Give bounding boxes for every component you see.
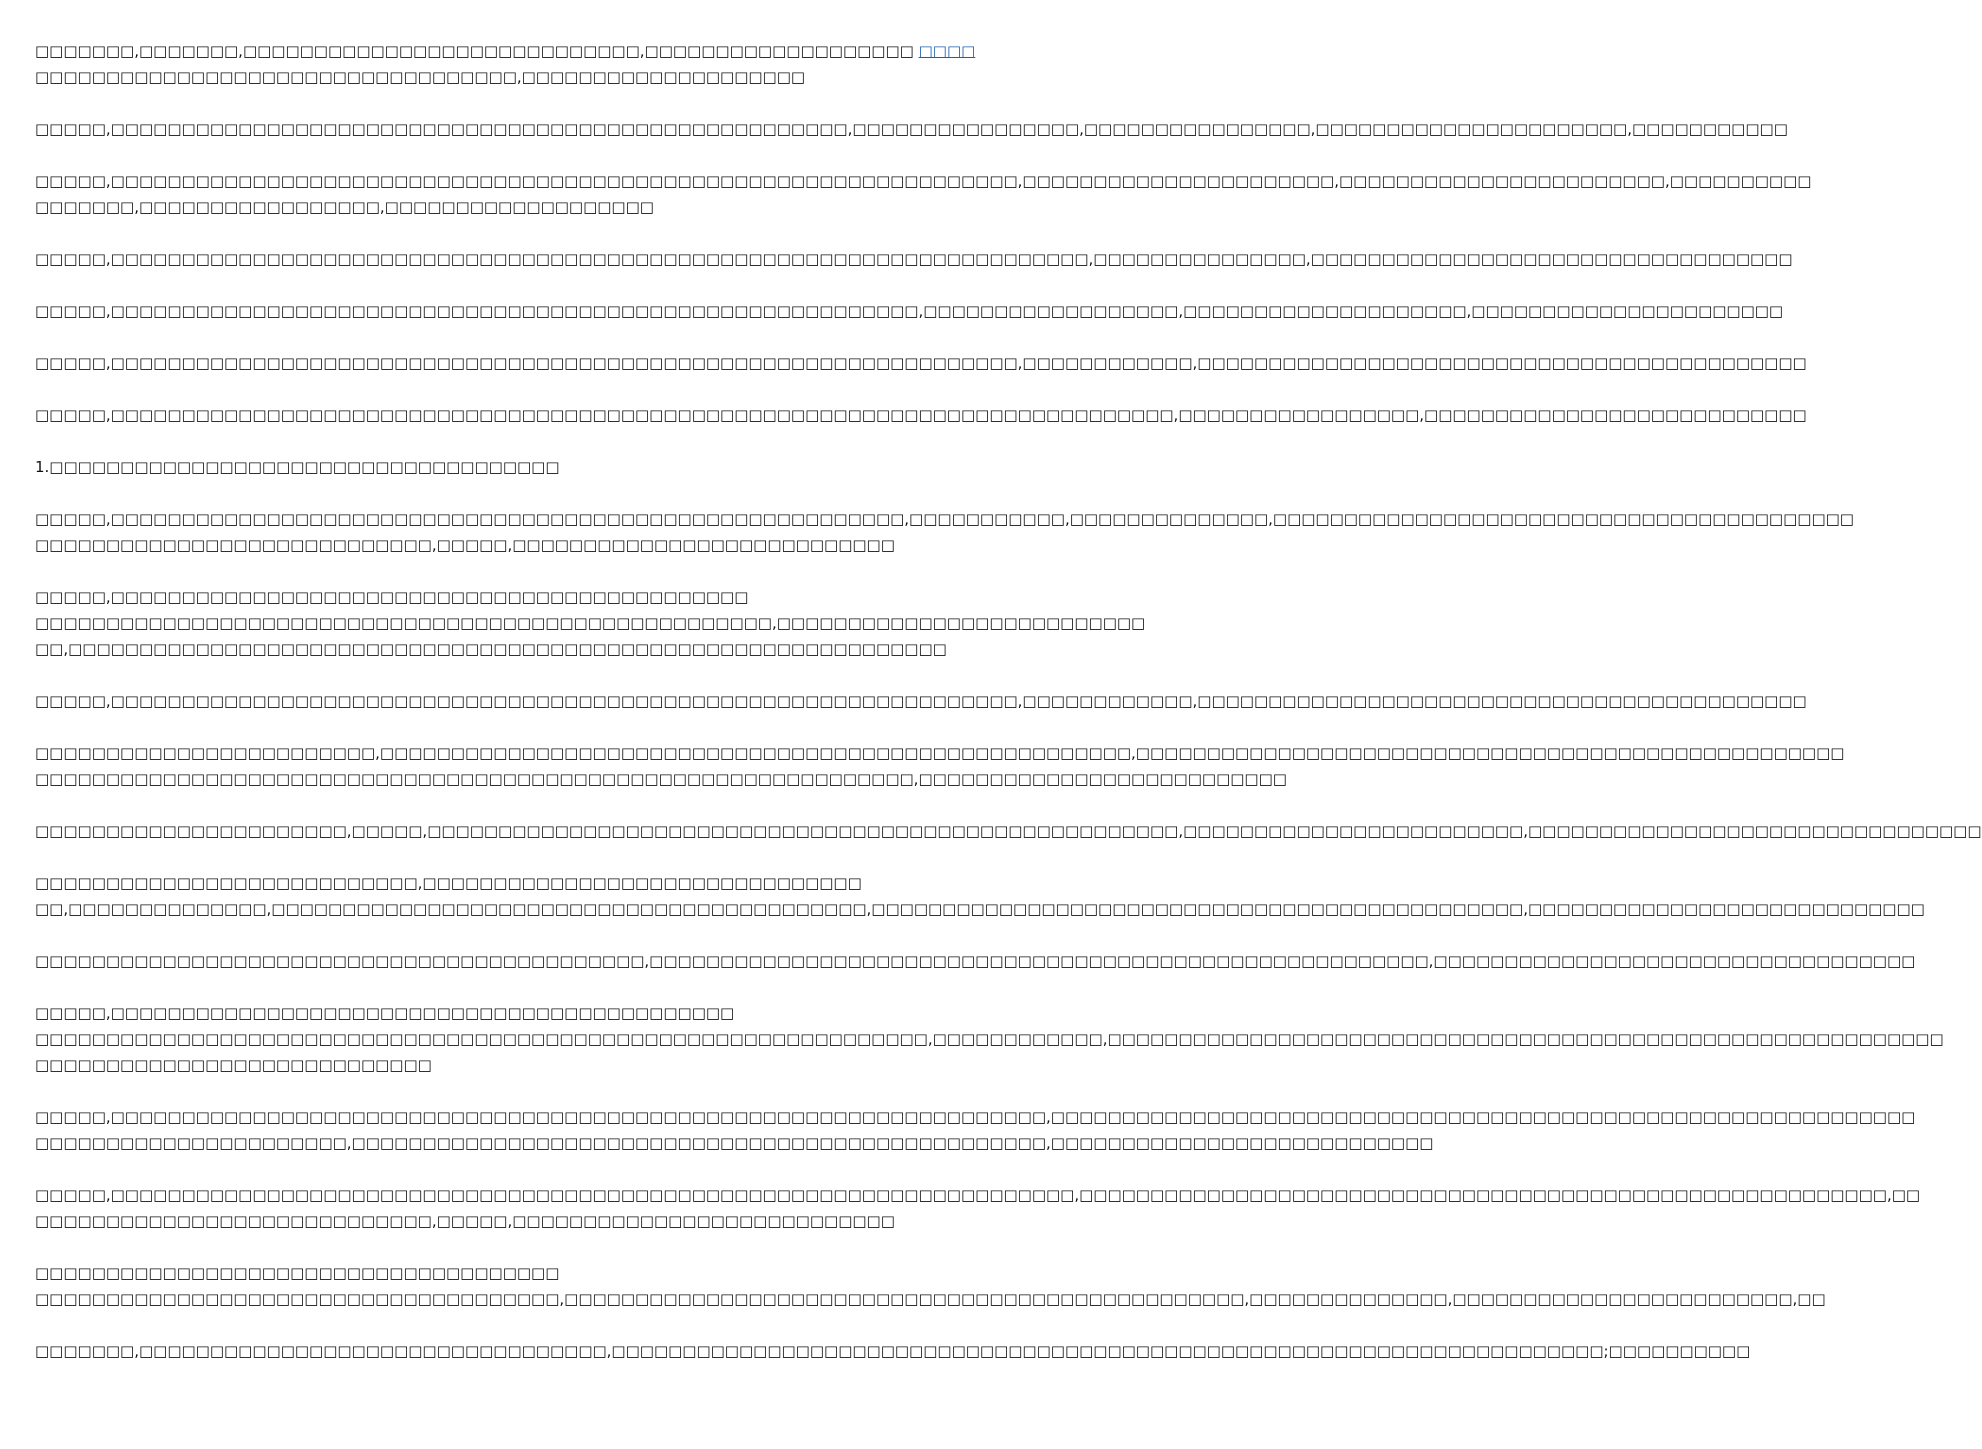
text-line: 1.□□□□□□□□□□□□□□□□□□□□□□□□□□□□□□□□□□□□ — [35, 458, 560, 476]
text-line: □□□□□□□□□□□□□□□□□□□□□□,□□□□□□□□□□□□□□□□□□□□□□□□□□□□□□□□□□□□□□□□□□□□□□□□□,□□□□□□□□□□□□□□□□□□□□□□□□□□□ — [35, 1134, 1434, 1152]
paragraph-18 — [35, 1182, 1921, 1234]
paragraph-2 — [35, 116, 1788, 142]
text-line: □□□□□,□□□□□□□□□□□□□□□□□□□□□□□□□□□□□□□□□□□□□□□□□□□□□□□□□□□□□□□□□□□□□□□□□□□□,□□□□□□□□□□□□□□□□□□□□□□□□□□□□□□□□□□□□□□□□□□□□□□□□□□□□□□□□□,□□ — [35, 1186, 1921, 1204]
text-line: □□□□□□□□□□□□□□□□□□□□□□□□□□□□□□□□□□□□□□□□□□□□□□□□□□□□,□□□□□□□□□□□□□□□□□□□□□□□□□□ — [35, 614, 1146, 632]
paragraph-1 — [35, 38, 990, 90]
text-line: □□□□□,□□□□□□□□□□□□□□□□□□□□□□□□□□□□□□□□□□□□□□□□□□□□□□□□□□□□□□□□,□□□□□□□□□□□,□□□□□□□□□□□□□□,□□□□□□□□□□□□□□□□□□□□□□□□□□□□□□□□□□□□□□□□□ — [35, 510, 1854, 528]
paragraph-4 — [35, 246, 1793, 272]
text-line: □□□□□□□,□□□□□□□□□□□□□□□□□,□□□□□□□□□□□□□□□□□□□ — [35, 198, 654, 216]
text-line: □□□□□□□□□□□□□□□□□□□□□□,□□□□□,□□□□□□□□□□□□□□□□□□□□□□□□□□□□□□□□□□□□□□□□□□□□□□□□□□□□□,□□□□□□□□□□□□□□□□□□□□□□□□,□□□□□□□□□□□□□□□□□□□□□□□□□□□□□□□□ — [35, 822, 1982, 840]
text-line: □□□□□□□□□□□□□□□□□□□□□□□□□□□□ — [35, 1056, 432, 1074]
text-line: □□□□□□□□□□□□□□□□□□□□□□□□□□□□□□□□□□,□□□□□□□□□□□□□□□□□□□□ — [35, 68, 806, 86]
paragraph-6 — [35, 350, 1807, 376]
text-line: □□□□□,□□□□□□□□□□□□□□□□□□□□□□□□□□□□□□□□□□□□□□□□□□□□□□□□□□□□□□□□□□□□□□□□,□□□□□□□□□□□□□□□□□□□□□□,□□□□□□□□□□□□□□□□□□□□□□□,□□□□□□□□□□ — [35, 172, 1812, 190]
paragraph-3 — [35, 168, 1812, 220]
section-heading — [35, 454, 990, 480]
text-line: □□□□□□□□□□□□□□□□□□□□□□□□□□□,□□□□□□□□□□□□□□□□□□□□□□□□□□□□□□□ — [35, 874, 862, 892]
text-line: □□□□□,□□□□□□□□□□□□□□□□□□□□□□□□□□□□□□□□□□□□□□□□□□□□□□□□□□□□□□□□□□□□□□□□□□,□□□□□□□□□□□□□□□□□□□□□□□□□□□□□□□□□□□□□□□□□□□□□□□□□□□□□□□□□□□□□ — [35, 1108, 1916, 1126]
paragraph-15 — [35, 948, 1916, 974]
text-line-content: □□□□□□□,□□□□□□□,□□□□□□□□□□□□□□□□□□□□□□□□□□□□,□□□□□□□□□□□□□□□□□□□ — [35, 42, 914, 60]
text-line: □□□□□□□□□□□□□□□□□□□□□□□□□□□□□□□□□□□□□,□□□□□□□□□□□□□□□□□□□□□□□□□□□□□□□□□□□□□□□□□□□□□□□□,□□□□□□□□□□□□□□,□□□□□□□□□□□□□□□□□□□□□□□□,□□ — [35, 1290, 1826, 1308]
text-line: □□□□□,□□□□□□□□□□□□□□□□□□□□□□□□□□□□□□□□□□□□□□□□□□□□□□□□□□□□□□□□□□□□□□□□□□□□□,□□□□□□□□□□□□□□□,□□□□□□□□□□□□□□□□□□□□□□□□□□□□□□□□□□ — [35, 250, 1793, 268]
paragraph-12 — [35, 740, 1845, 792]
text-line: □□□□□□□,□□□□□□□□□□□□□□□□□□□□□□□□□□□□□□□□□,□□□□□□□□□□□□□□□□□□□□□□□□□□□□□□□□□□□□□□□□□□□□□□□□□□□□□□□□□□□□□□□□□□□□□□;□□□□□□□□□□ — [35, 1342, 1751, 1360]
text-line: □□□□□,□□□□□□□□□□□□□□□□□□□□□□□□□□□□□□□□□□□□□□□□□□□□□□□□□□□□□□□□□,□□□□□□□□□□□□□□□□□□,□□□□□□□□□□□□□□□□□□□□,□□□□□□□□□□□□□□□□□□□□□□ — [35, 302, 1784, 320]
text-line: □□,□□□□□□□□□□□□□□□□□□□□□□□□□□□□□□□□□□□□□□□□□□□□□□□□□□□□□□□□□□□□□□ — [35, 640, 947, 658]
text-line: □□□□□□□□□□□□□□□□□□□□□□□□,□□□□□□□□□□□□□□□□□□□□□□□□□□□□□□□□□□□□□□□□□□□□□□□□□□□□□,□□□□□□□□□□□□□□□□□□□□□□□□□□□□□□□□□□□□□□□□□□□□□□□□□□ — [35, 744, 1845, 762]
text-line: □□□□□□□□□□□□□□□□□□□□□□□□□□□□□□□□□□□□□□□□□□□,□□□□□□□□□□□□□□□□□□□□□□□□□□□□□□□□□□□□□□□□□□□□□□□□□□□□□□□,□□□□□□□□□□□□□□□□□□□□□□□□□□□□□□□□□□ — [35, 952, 1916, 970]
text-line: □□□□□□□□□□□□□□□□□□□□□□□□□□□□□□□□□□□□□□□□□□□□□□□□□□□□□□□□□□□□□□□,□□□□□□□□□□□□,□□□□□□□□□□□□□□□□□□□□□□□□□□□□□□□□□□□□□□□□□□□□□□□□□□□□□□□□□□□ — [35, 1030, 1944, 1048]
text-line: □□□□□□□□□□□□□□□□□□□□□□□□□□□□□□□□□□□□□□□□□□□□□□□□□□□□□□□□□□□□□□,□□□□□□□□□□□□□□□□□□□□□□□□□□ — [35, 770, 1287, 788]
paragraph-9 — [35, 506, 1854, 558]
paragraph-10 — [35, 584, 1146, 662]
paragraph-11 — [35, 688, 1807, 714]
paragraph-5 — [35, 298, 1784, 324]
text-line: □□□□□,□□□□□□□□□□□□□□□□□□□□□□□□□□□□□□□□□□□□□□□□□□□□□ — [35, 588, 749, 606]
inline-link[interactable]: □□□□ — [918, 42, 976, 60]
text-line: □□□□□,□□□□□□□□□□□□□□□□□□□□□□□□□□□□□□□□□□□□□□□□□□□□ — [35, 1004, 735, 1022]
paragraph-20 — [35, 1338, 1751, 1364]
text-line: □□,□□□□□□□□□□□□□□,□□□□□□□□□□□□□□□□□□□□□□□□□□□□□□□□□□□□□□□□□□,□□□□□□□□□□□□□□□□□□□□□□□□□□□□□□□□□□□□□□□□□□□□□□,□□□□□□□□□□□□□□□□□□□□□□□□□□□□ — [35, 900, 1925, 918]
paragraph-13 — [35, 818, 1982, 844]
paragraph-19 — [35, 1260, 1826, 1312]
text-line: □□□□□,□□□□□□□□□□□□□□□□□□□□□□□□□□□□□□□□□□□□□□□□□□□□□□□□□□□□,□□□□□□□□□□□□□□□□,□□□□□□□□□□□□□□□□,□□□□□□□□□□□□□□□□□□□□□□,□□□□□□□□□□□ — [35, 120, 1788, 138]
paragraph-14 — [35, 870, 1925, 922]
text-line: □□□□□□□□□□□□□□□□□□□□□□□□□□□□,□□□□□,□□□□□□□□□□□□□□□□□□□□□□□□□□□ — [35, 536, 895, 554]
paragraph-17 — [35, 1104, 1916, 1156]
text-line: □□□□□,□□□□□□□□□□□□□□□□□□□□□□□□□□□□□□□□□□□□□□□□□□□□□□□□□□□□□□□□□□□□□□□□,□□□□□□□□□□□□,□□□□□□□□□□□□□□□□□□□□□□□□□□□□□□□□□□□□□□□□□□□ — [35, 692, 1807, 710]
text-line: □□□□□,□□□□□□□□□□□□□□□□□□□□□□□□□□□□□□□□□□□□□□□□□□□□□□□□□□□□□□□□□□□□□□□□□□□□□□□□□□□,□□□□□□□□□□□□□□□□□,□□□□□□□□□□□□□□□□□□□□□□□□□□□ — [35, 406, 1807, 424]
text-line: □□□□□,□□□□□□□□□□□□□□□□□□□□□□□□□□□□□□□□□□□□□□□□□□□□□□□□□□□□□□□□□□□□□□□□,□□□□□□□□□□□□,□□□□□□□□□□□□□□□□□□□□□□□□□□□□□□□□□□□□□□□□□□□ — [35, 354, 1807, 372]
text-line — [35, 38, 990, 64]
paragraph-7 — [35, 402, 1807, 428]
paragraph-16 — [35, 1000, 1944, 1078]
text-line: □□□□□□□□□□□□□□□□□□□□□□□□□□□□□□□□□□□□□ — [35, 1264, 560, 1282]
text-line: □□□□□□□□□□□□□□□□□□□□□□□□□□□□,□□□□□,□□□□□□□□□□□□□□□□□□□□□□□□□□□ — [35, 1212, 895, 1230]
